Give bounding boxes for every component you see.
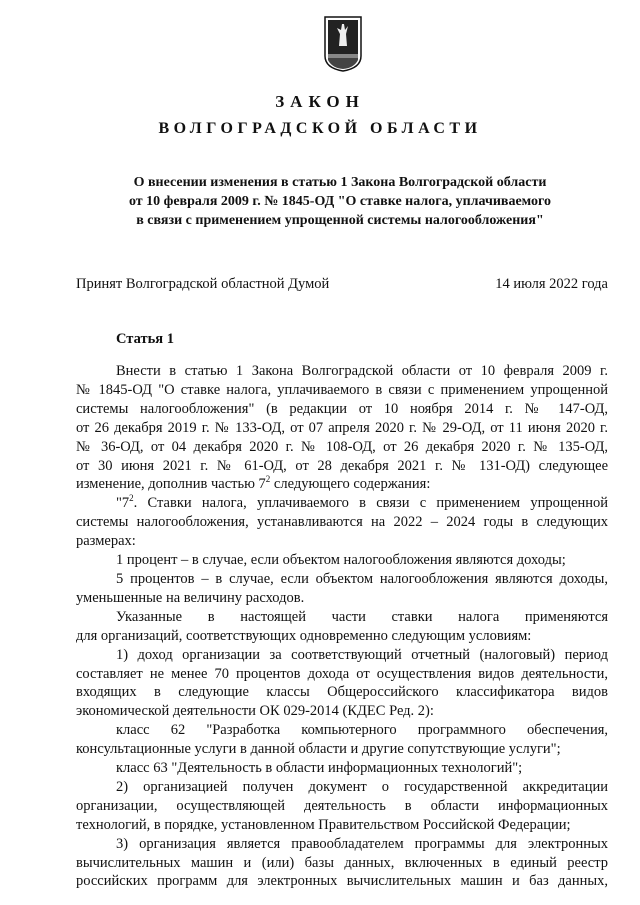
text-line: от 30 июня 2021 г. № 61-ОД, от 28 декабря 2021 г. № 131-ОД) следующее (76, 457, 608, 474)
text-line: 1 процент – в случае, если объектом налогообложения являются доходы; (116, 552, 566, 569)
text-line: технологий, в порядке, установленном Правительством Российской Федерации; (76, 816, 571, 833)
text-line: изменение, дополнив частью $7^2$ следующего содержания: (76, 474, 431, 493)
subtitle-line: О внесении изменения в статью 1 Закона Волгоградской области (133, 175, 547, 190)
text-line: Внести в статью 1 Закона Волгоградской области от 10 февраля 2009 г. (116, 363, 608, 379)
text-line: экономической деятельности ОК 029-2014 (КДЕС Ред. 2): (76, 703, 434, 720)
subtitle-line: в связи с применением упрощенной системы налогообложения" (136, 213, 544, 228)
subtitle (100, 173, 580, 230)
text-line: системы налогообложения" (в редакции от 10 ноября 2014 г. № 147-ОД, (76, 400, 608, 417)
text-line: входящих в следующие классы Общероссийского классификатора видов (76, 684, 608, 701)
text-line: 1) доход организации за соответствующий отчетный (налоговый) период (116, 646, 608, 663)
law-title: ЗАКОН (275, 92, 365, 111)
coat-of-arms-icon (324, 16, 362, 72)
text-line: вычислительных машин и (или) базы данных, включенных в единый реестр (76, 854, 608, 871)
text-line: для организаций, соответствующих одновременно следующим условиям: (76, 627, 532, 644)
text-line: консультационные услуги в данной области и другие сопутствующие услуги"; (76, 741, 561, 758)
text-line: класс 63 "Деятельность в области информационных технологий"; (116, 760, 523, 777)
adopted-by: Принят Волгоградской областной Думой (76, 276, 330, 292)
text-line: организации, осуществляющей деятельность в области информационных (76, 797, 608, 814)
text-line: системы налогообложения, устанавливаются на 2022 – 2024 годы в следующих (76, 514, 608, 531)
text-line: российских программ для электронных вычислительных машин и баз данных, (76, 873, 608, 890)
article-heading: Статья 1 (116, 331, 174, 347)
text-line: уменьшенные на величину расходов. (76, 589, 305, 606)
text-line: 2) организацией получен документ о государственной аккредитации (116, 778, 608, 795)
text-line: 5 процентов – в случае, если объектом налогообложения являются доходы, (116, 570, 608, 587)
text-line: 3) организация является правообладателем программы для электронных (116, 835, 608, 852)
text-line: Указанные в настоящей части ставки налога применяются (116, 608, 608, 625)
text-line: "$7^2$. Ставки налога, уплачиваемого в связи с применением упрощенной (116, 493, 608, 512)
text-line: от 26 декабря 2019 г. № 133-ОД, от 07 апреля 2020 г. № 29-ОД, от 11 июня 2020 г. (76, 419, 608, 436)
subtitle-line: от 10 февраля 2009 г. № 1845-ОД "О ставке налога, уплачиваемого (128, 194, 552, 209)
region-title: ВОЛГОГРАДСКОЙ ОБЛАСТИ (158, 120, 482, 137)
text-line: № 36-ОД, от 04 декабря 2020 г. № 108-ОД, от 26 декабря 2020 г. № 135-ОД, (76, 438, 608, 455)
text-line: класс 62 "Разработка компьютерного программного обеспечения, (116, 722, 608, 739)
article-body (76, 362, 608, 891)
adopted-date: 14 июля 2022 года (495, 276, 608, 292)
text-line: составляет не менее 70 процентов дохода от осуществления видов деятельности, (76, 665, 608, 682)
text-line: размерах: (76, 533, 136, 550)
text-line: № 1845-ОД "О ставке налога, уплачиваемого в связи с применением упрощенной (76, 381, 608, 398)
